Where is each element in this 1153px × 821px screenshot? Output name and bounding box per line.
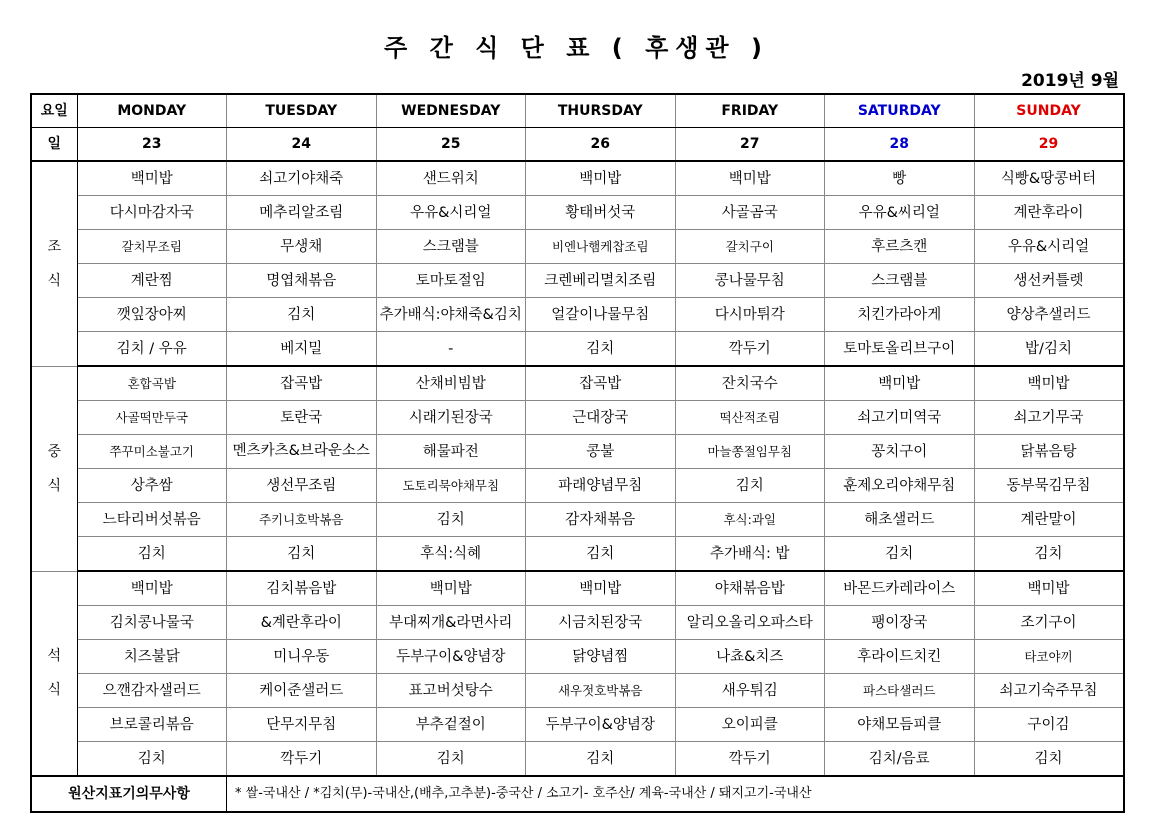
menu-item-breakfast-friday: 다시마튀각 bbox=[675, 298, 825, 332]
menu-item-breakfast-wednesday: 토마토절임 bbox=[376, 264, 526, 298]
dinner-row bbox=[31, 742, 1124, 777]
menu-item-dinner-wednesday: 김치 bbox=[376, 742, 526, 777]
menu-item-lunch-friday: 떡산적조림 bbox=[675, 401, 825, 435]
menu-item-dinner-friday: 깍두기 bbox=[675, 742, 825, 777]
breakfast-label bbox=[31, 161, 77, 366]
menu-item-breakfast-tuesday: 메추리알조림 bbox=[227, 196, 377, 230]
menu-item-dinner-tuesday: &계란후라이 bbox=[227, 606, 377, 640]
menu-item-lunch-sunday: 김치 bbox=[974, 537, 1124, 572]
menu-item-dinner-thursday: 새우젓호박볶음 bbox=[526, 674, 676, 708]
lunch-row bbox=[31, 537, 1124, 572]
menu-item-lunch-thursday: 파래양념무침 bbox=[526, 469, 676, 503]
dinner-label-bottom: 식 bbox=[47, 682, 62, 699]
menu-item-dinner-saturday: 팽이장국 bbox=[825, 606, 975, 640]
dinner-row bbox=[31, 640, 1124, 674]
date-sunday: 29 bbox=[974, 128, 1124, 162]
origin-notice-row bbox=[31, 776, 1124, 812]
menu-item-dinner-sunday: 구이김 bbox=[974, 708, 1124, 742]
menu-item-breakfast-saturday: 우유&씨리얼 bbox=[825, 196, 975, 230]
menu-item-breakfast-monday: 다시마감자국 bbox=[77, 196, 227, 230]
menu-item-dinner-monday: 치즈불닭 bbox=[77, 640, 227, 674]
breakfast-row bbox=[31, 332, 1124, 367]
day-thursday: THURSDAY bbox=[526, 94, 676, 128]
menu-item-lunch-sunday: 백미밥 bbox=[974, 366, 1124, 401]
date-monday: 23 bbox=[77, 128, 227, 162]
menu-item-lunch-monday: 상추쌈 bbox=[77, 469, 227, 503]
lunch-row bbox=[31, 366, 1124, 401]
day-header-row bbox=[31, 94, 1124, 128]
menu-item-lunch-tuesday: 주키니호박볶음 bbox=[227, 503, 377, 537]
menu-item-lunch-thursday: 김치 bbox=[526, 537, 676, 572]
breakfast-label-bottom: 식 bbox=[47, 272, 62, 289]
weekly-menu-table bbox=[30, 93, 1125, 813]
menu-item-lunch-monday: 김치 bbox=[77, 537, 227, 572]
menu-item-dinner-tuesday: 깍두기 bbox=[227, 742, 377, 777]
menu-item-lunch-saturday: 훈제오리야채무침 bbox=[825, 469, 975, 503]
dinner-row bbox=[31, 606, 1124, 640]
menu-item-breakfast-tuesday: 쇠고기야채죽 bbox=[227, 161, 377, 196]
menu-item-lunch-friday: 잔치국수 bbox=[675, 366, 825, 401]
day-tuesday: TUESDAY bbox=[227, 94, 377, 128]
menu-item-breakfast-saturday: 치킨가라아게 bbox=[825, 298, 975, 332]
menu-item-dinner-saturday: 바몬드카레라이스 bbox=[825, 571, 975, 606]
day-label: 요일 bbox=[31, 94, 77, 128]
menu-item-breakfast-thursday: 비엔나햄케찹조림 bbox=[526, 230, 676, 264]
lunch-label bbox=[31, 366, 77, 571]
menu-item-dinner-sunday: 김치 bbox=[974, 742, 1124, 777]
menu-item-dinner-friday: 야채볶음밥 bbox=[675, 571, 825, 606]
menu-item-breakfast-wednesday: - bbox=[376, 332, 526, 367]
date-thursday: 26 bbox=[526, 128, 676, 162]
menu-item-dinner-wednesday: 백미밥 bbox=[376, 571, 526, 606]
breakfast-row bbox=[31, 196, 1124, 230]
menu-item-breakfast-friday: 백미밥 bbox=[675, 161, 825, 196]
menu-item-breakfast-friday: 콩나물무침 bbox=[675, 264, 825, 298]
menu-item-lunch-wednesday: 김치 bbox=[376, 503, 526, 537]
menu-item-lunch-monday: 느타리버섯볶음 bbox=[77, 503, 227, 537]
menu-item-breakfast-tuesday: 김치 bbox=[227, 298, 377, 332]
menu-item-lunch-monday: 혼합곡밥 bbox=[77, 366, 227, 401]
menu-item-lunch-friday: 추가배식: 밥 bbox=[675, 537, 825, 572]
breakfast-row bbox=[31, 264, 1124, 298]
menu-item-dinner-monday: 김치콩나물국 bbox=[77, 606, 227, 640]
menu-item-dinner-tuesday: 케이준샐러드 bbox=[227, 674, 377, 708]
menu-item-breakfast-friday: 깍두기 bbox=[675, 332, 825, 367]
menu-item-breakfast-monday: 김치 / 우유 bbox=[77, 332, 227, 367]
menu-item-breakfast-friday: 갈치구이 bbox=[675, 230, 825, 264]
date-wednesday: 25 bbox=[376, 128, 526, 162]
menu-item-breakfast-wednesday: 샌드위치 bbox=[376, 161, 526, 196]
menu-item-dinner-wednesday: 부추겉절이 bbox=[376, 708, 526, 742]
day-monday: MONDAY bbox=[77, 94, 227, 128]
menu-item-dinner-wednesday: 표고버섯탕수 bbox=[376, 674, 526, 708]
menu-item-dinner-sunday: 쇠고기숙주무침 bbox=[974, 674, 1124, 708]
menu-item-lunch-saturday: 해초샐러드 bbox=[825, 503, 975, 537]
menu-item-dinner-sunday: 조기구이 bbox=[974, 606, 1124, 640]
menu-item-breakfast-sunday: 계란후라이 bbox=[974, 196, 1124, 230]
menu-item-dinner-sunday: 백미밥 bbox=[974, 571, 1124, 606]
day-wednesday: WEDNESDAY bbox=[376, 94, 526, 128]
menu-item-dinner-thursday: 닭양념찜 bbox=[526, 640, 676, 674]
menu-item-dinner-friday: 새우튀김 bbox=[675, 674, 825, 708]
menu-item-dinner-thursday: 김치 bbox=[526, 742, 676, 777]
menu-item-lunch-wednesday: 산채비빔밥 bbox=[376, 366, 526, 401]
menu-item-lunch-saturday: 김치 bbox=[825, 537, 975, 572]
day-friday: FRIDAY bbox=[675, 94, 825, 128]
breakfast-row bbox=[31, 161, 1124, 196]
lunch-row bbox=[31, 401, 1124, 435]
menu-item-breakfast-sunday: 우유&시리얼 bbox=[974, 230, 1124, 264]
menu-item-dinner-monday: 으깬감자샐러드 bbox=[77, 674, 227, 708]
menu-item-lunch-tuesday: 토란국 bbox=[227, 401, 377, 435]
menu-item-breakfast-thursday: 백미밥 bbox=[526, 161, 676, 196]
lunch-label-top: 중 bbox=[47, 443, 62, 460]
menu-item-lunch-sunday: 계란말이 bbox=[974, 503, 1124, 537]
lunch-row bbox=[31, 503, 1124, 537]
menu-item-lunch-saturday: 백미밥 bbox=[825, 366, 975, 401]
menu-item-breakfast-saturday: 토마토올리브구이 bbox=[825, 332, 975, 367]
menu-item-lunch-friday: 후식:과일 bbox=[675, 503, 825, 537]
menu-item-lunch-wednesday: 시래기된장국 bbox=[376, 401, 526, 435]
page-title: 주 간 식 단 표 ( 후생관 ) bbox=[384, 34, 769, 62]
menu-item-breakfast-sunday: 밥/김치 bbox=[974, 332, 1124, 367]
menu-item-breakfast-monday: 계란찜 bbox=[77, 264, 227, 298]
menu-item-dinner-thursday: 시금치된장국 bbox=[526, 606, 676, 640]
menu-item-dinner-saturday: 파스타샐러드 bbox=[825, 674, 975, 708]
dinner-row bbox=[31, 708, 1124, 742]
menu-item-lunch-tuesday: 잡곡밥 bbox=[227, 366, 377, 401]
menu-item-lunch-wednesday: 해물파전 bbox=[376, 435, 526, 469]
menu-item-lunch-wednesday: 도토리묵야채무침 bbox=[376, 469, 526, 503]
menu-item-dinner-wednesday: 두부구이&양념장 bbox=[376, 640, 526, 674]
menu-item-lunch-sunday: 닭볶음탕 bbox=[974, 435, 1124, 469]
menu-item-breakfast-friday: 사골곰국 bbox=[675, 196, 825, 230]
menu-item-lunch-saturday: 쇠고기미역국 bbox=[825, 401, 975, 435]
menu-item-breakfast-wednesday: 스크램블 bbox=[376, 230, 526, 264]
date-header-row bbox=[31, 128, 1124, 162]
menu-item-lunch-sunday: 동부묵김무침 bbox=[974, 469, 1124, 503]
origin-notice-label: 원산지표기의무사항 bbox=[31, 776, 227, 812]
menu-item-breakfast-monday: 갈치무조림 bbox=[77, 230, 227, 264]
menu-item-breakfast-sunday: 양상추샐러드 bbox=[974, 298, 1124, 332]
menu-item-breakfast-monday: 깻잎장아찌 bbox=[77, 298, 227, 332]
menu-item-dinner-saturday: 김치/음료 bbox=[825, 742, 975, 777]
dinner-label-top: 석 bbox=[47, 648, 62, 665]
lunch-row bbox=[31, 435, 1124, 469]
menu-item-breakfast-monday: 백미밥 bbox=[77, 161, 227, 196]
menu-item-breakfast-tuesday: 명엽채볶음 bbox=[227, 264, 377, 298]
menu-item-breakfast-tuesday: 무생채 bbox=[227, 230, 377, 264]
origin-notice-text: * 쌀-국내산 / *김치(무)-국내산,(배추,고추분)-중국산 / 소고기- 호주산/ 계육-국내산 / 돼지고기-국내산 bbox=[227, 776, 1124, 812]
menu-item-dinner-sunday: 타코야끼 bbox=[974, 640, 1124, 674]
menu-item-lunch-thursday: 근대장국 bbox=[526, 401, 676, 435]
menu-item-breakfast-saturday: 스크램블 bbox=[825, 264, 975, 298]
dinner-label bbox=[31, 571, 77, 776]
menu-item-dinner-tuesday: 단무지무침 bbox=[227, 708, 377, 742]
menu-item-lunch-thursday: 잡곡밥 bbox=[526, 366, 676, 401]
breakfast-row bbox=[31, 230, 1124, 264]
menu-item-dinner-saturday: 후라이드치킨 bbox=[825, 640, 975, 674]
menu-item-lunch-sunday: 쇠고기무국 bbox=[974, 401, 1124, 435]
menu-item-breakfast-thursday: 황태버섯국 bbox=[526, 196, 676, 230]
menu-item-lunch-friday: 김치 bbox=[675, 469, 825, 503]
dinner-row bbox=[31, 571, 1124, 606]
menu-item-breakfast-saturday: 빵 bbox=[825, 161, 975, 196]
day-saturday: SATURDAY bbox=[825, 94, 975, 128]
menu-item-breakfast-tuesday: 베지밀 bbox=[227, 332, 377, 367]
menu-item-dinner-monday: 김치 bbox=[77, 742, 227, 777]
menu-item-dinner-friday: 나쵸&치즈 bbox=[675, 640, 825, 674]
menu-item-dinner-thursday: 백미밥 bbox=[526, 571, 676, 606]
menu-item-dinner-friday: 알리오올리오파스타 bbox=[675, 606, 825, 640]
lunch-label-bottom: 식 bbox=[47, 477, 62, 494]
menu-item-lunch-tuesday: 김치 bbox=[227, 537, 377, 572]
menu-item-breakfast-wednesday: 추가배식:야채죽&김치 bbox=[376, 298, 526, 332]
menu-item-breakfast-thursday: 크렌베리멸치조림 bbox=[526, 264, 676, 298]
date-saturday: 28 bbox=[825, 128, 975, 162]
menu-item-lunch-tuesday: 멘츠카츠&브라운소스 bbox=[227, 435, 377, 469]
menu-item-lunch-thursday: 콩불 bbox=[526, 435, 676, 469]
date-label: 일 bbox=[31, 128, 77, 162]
menu-date: 2019년 9월 bbox=[1021, 71, 1119, 91]
menu-item-breakfast-saturday: 후르츠캔 bbox=[825, 230, 975, 264]
menu-item-dinner-tuesday: 미니우동 bbox=[227, 640, 377, 674]
menu-item-lunch-saturday: 꽁치구이 bbox=[825, 435, 975, 469]
menu-item-lunch-tuesday: 생선무조림 bbox=[227, 469, 377, 503]
menu-item-breakfast-thursday: 얼갈이나물무침 bbox=[526, 298, 676, 332]
breakfast-label-top: 조 bbox=[47, 238, 62, 255]
dinner-row bbox=[31, 674, 1124, 708]
menu-item-breakfast-sunday: 생선커틀렛 bbox=[974, 264, 1124, 298]
date-friday: 27 bbox=[675, 128, 825, 162]
menu-item-dinner-thursday: 두부구이&양념장 bbox=[526, 708, 676, 742]
menu-item-lunch-wednesday: 후식:식혜 bbox=[376, 537, 526, 572]
lunch-row bbox=[31, 469, 1124, 503]
menu-item-dinner-wednesday: 부대찌개&라면사리 bbox=[376, 606, 526, 640]
menu-item-dinner-tuesday: 김치볶음밥 bbox=[227, 571, 377, 606]
day-sunday: SUNDAY bbox=[974, 94, 1124, 128]
menu-item-dinner-monday: 백미밥 bbox=[77, 571, 227, 606]
menu-item-dinner-saturday: 야채모듬피클 bbox=[825, 708, 975, 742]
menu-item-breakfast-wednesday: 우유&시리얼 bbox=[376, 196, 526, 230]
menu-item-lunch-monday: 사골떡만두국 bbox=[77, 401, 227, 435]
date-tuesday: 24 bbox=[227, 128, 377, 162]
menu-item-lunch-monday: 쭈꾸미소불고기 bbox=[77, 435, 227, 469]
menu-item-dinner-friday: 오이피클 bbox=[675, 708, 825, 742]
breakfast-row bbox=[31, 298, 1124, 332]
menu-item-lunch-thursday: 감자채볶음 bbox=[526, 503, 676, 537]
menu-item-breakfast-sunday: 식빵&땅콩버터 bbox=[974, 161, 1124, 196]
menu-item-breakfast-thursday: 김치 bbox=[526, 332, 676, 367]
menu-item-dinner-monday: 브로콜리볶음 bbox=[77, 708, 227, 742]
menu-item-lunch-friday: 마늘쫑절임무침 bbox=[675, 435, 825, 469]
